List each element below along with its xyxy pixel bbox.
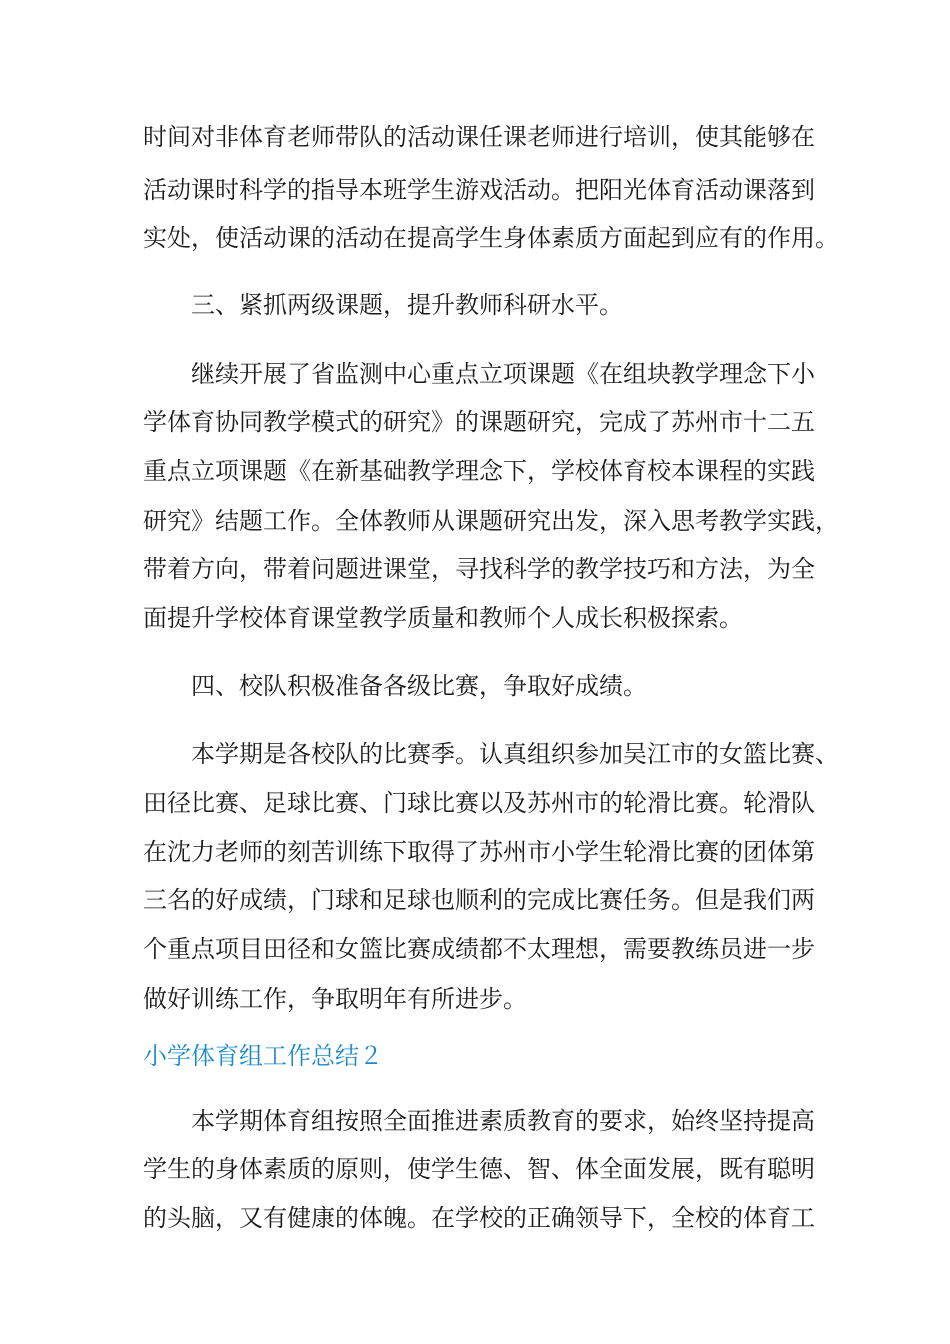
paragraph-line: 带着方向，带着问题进课堂，寻找科学的教学技巧和方法，为全 — [143, 555, 815, 583]
paragraph-line: 学体育协同教学模式的研究》的课题研究，完成了苏州市十二五 — [143, 408, 815, 436]
section-title: 三、紧抓两级课题，提升教师科研水平。 — [191, 291, 623, 319]
paragraph-line: 面提升学校体育课堂教学质量和教师个人成长积极探索。 — [143, 604, 743, 632]
paragraph-line: 时间对非体育老师带队的活动课任课老师进行培训，使其能够在 — [143, 123, 815, 151]
paragraph-line: 本学期是各校队的比赛季。认真组织参加吴江市的女篮比赛、 — [191, 740, 839, 768]
paragraph-line: 在沈力老师的刻苦训练下取得了苏州市小学生轮滑比赛的团体第 — [143, 838, 815, 866]
paragraph-line: 实处，使活动课的活动在提高学生身体素质方面起到应有的作用。 — [143, 224, 839, 252]
paragraph-line: 活动课时科学的指导本班学生游戏活动。把阳光体育活动课落到 — [143, 176, 815, 204]
paragraph-line: 三名的好成绩，门球和足球也顺利的完成比赛任务。但是我们两 — [143, 886, 815, 914]
paragraph-line: 本学期体育组按照全面推进素质教育的要求，始终坚持提高 — [191, 1107, 815, 1135]
paragraph-line: 田径比赛、足球比赛、门球比赛以及苏州市的轮滑比赛。轮滑队 — [143, 789, 815, 817]
section-title: 四、校队积极准备各级比赛，争取好成绩。 — [191, 672, 647, 700]
paragraph-line: 重点立项课题《在新基础教学理念下，学校体育校本课程的实践 — [143, 457, 815, 485]
paragraph-line: 做好训练工作，争取明年有所进步。 — [143, 985, 527, 1013]
article-heading: 小学体育组工作总结２ — [143, 1042, 383, 1070]
paragraph-line: 继续开展了省监测中心重点立项课题《在组块教学理念下小 — [191, 360, 815, 388]
paragraph-line: 研究》结题工作。全体教师从课题研究出发，深入思考教学实践， — [143, 507, 839, 535]
paragraph-line: 个重点项目田径和女篮比赛成绩都不太理想，需要教练员进一步 — [143, 935, 815, 963]
paragraph-line: 的头脑，又有健康的体魄。在学校的正确领导下，全校的体育工 — [143, 1204, 815, 1232]
paragraph-line: 学生的身体素质的原则，使学生德、智、体全面发展，既有聪明 — [143, 1155, 815, 1183]
